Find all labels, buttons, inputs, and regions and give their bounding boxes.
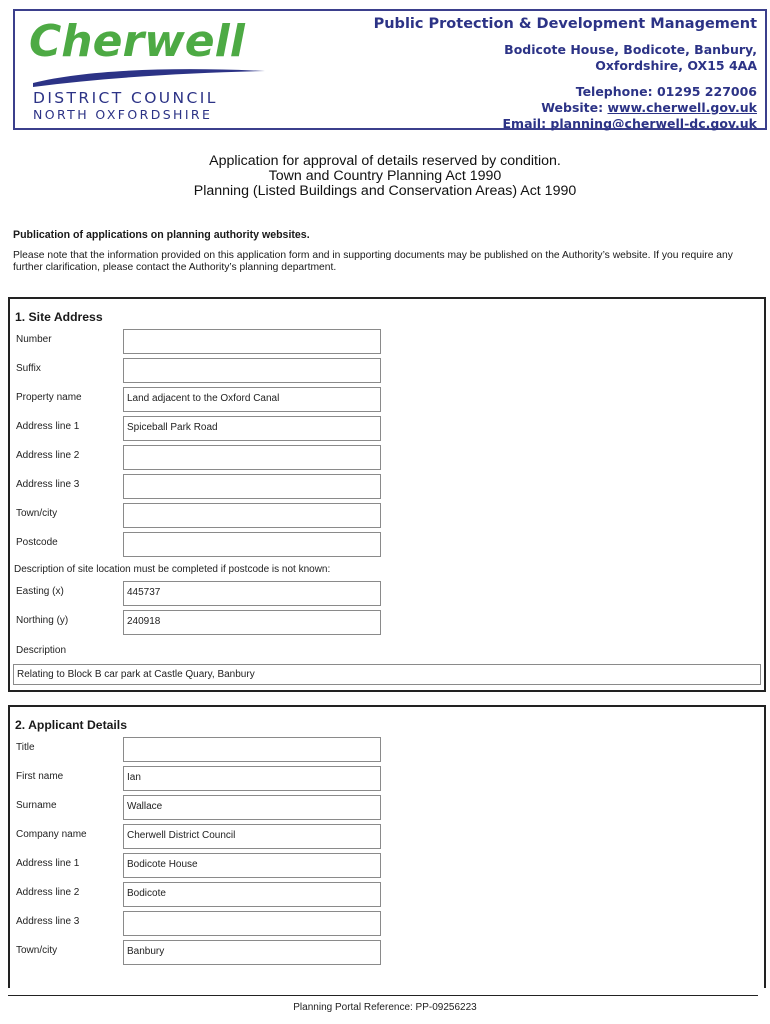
address-line-2-field[interactable] — [123, 445, 381, 470]
form-title-line-1: Application for approval of details reserved by condition. — [209, 153, 561, 169]
field-label: Surname — [16, 800, 57, 811]
suffix-field[interactable] — [123, 358, 381, 383]
form-row — [10, 940, 764, 965]
applicant-details-section — [8, 705, 766, 988]
form-row — [10, 532, 764, 557]
applicant-address-line-1-field[interactable]: Bodicote House — [123, 853, 381, 878]
header-contact-block — [374, 16, 757, 132]
field-label: Postcode — [16, 537, 58, 548]
field-label: Suffix — [16, 363, 41, 374]
field-label: First name — [16, 771, 64, 782]
form-row — [10, 416, 764, 441]
form-row — [10, 503, 764, 528]
council-logo: Cherwell — [29, 16, 245, 67]
field-label: Address line 3 — [16, 479, 80, 490]
field-label: Address line 3 — [16, 916, 80, 927]
form-row — [10, 474, 764, 499]
department-name: Public Protection & Development Management — [373, 16, 757, 32]
form-row — [10, 358, 764, 383]
form-row — [10, 445, 764, 470]
location-note: Description of site location must be completed if postcode is not known: — [14, 564, 331, 575]
address-line-1: Bodicote House, Bodicote, Banbury, — [504, 42, 757, 57]
logo-district-council: DISTRICT COUNCIL — [33, 89, 218, 107]
applicant-address-line-2-field[interactable]: Bodicote — [123, 882, 381, 907]
form-title-line-3: Planning (Listed Buildings and Conservation Areas) Act 1990 — [193, 183, 577, 199]
form-row — [10, 882, 764, 907]
field-label: Town/city — [16, 945, 58, 956]
surname-field[interactable]: Wallace — [123, 795, 381, 820]
form-row — [10, 853, 764, 878]
email: Email: planning@cherwell-dc.gov.uk — [502, 116, 757, 131]
publication-notice: Please note that the information provided on this application form and in supporting documents may be published on the Authority’s website. If you require any further clarification, please contact the Authority’s planning department. — [13, 250, 733, 273]
field-label: Easting (x) — [16, 586, 64, 597]
form-row — [10, 911, 764, 936]
property-name-field[interactable]: Land adjacent to the Oxford Canal — [123, 387, 381, 412]
applicant-town-city-field[interactable]: Banbury — [123, 940, 381, 965]
field-label: Number — [16, 334, 52, 345]
field-label: Northing (y) — [16, 615, 69, 626]
footer-divider — [8, 995, 758, 996]
company-name-field[interactable]: Cherwell District Council — [123, 824, 381, 849]
section-title: 2. Applicant Details — [15, 718, 127, 732]
field-label: Town/city — [16, 508, 58, 519]
form-row — [10, 581, 764, 606]
field-label: Address line 1 — [16, 421, 80, 432]
address-line-2: Oxfordshire, OX15 4AA — [595, 58, 757, 73]
publication-heading: Publication of applications on planning authority websites. — [13, 229, 310, 241]
address-line-3-field[interactable] — [123, 474, 381, 499]
northing-field[interactable]: 240918 — [123, 610, 381, 635]
section-title: 1. Site Address — [15, 310, 103, 324]
field-label: Title — [16, 742, 35, 753]
description-label: Description — [16, 645, 67, 656]
form-row — [10, 766, 764, 791]
first-name-field[interactable]: Ian — [123, 766, 381, 791]
field-label: Property name — [16, 392, 82, 403]
easting-field[interactable]: 445737 — [123, 581, 381, 606]
form-title-line-2: Town and Country Planning Act 1990 — [268, 168, 502, 184]
form-row — [10, 737, 764, 762]
form-row — [10, 824, 764, 849]
applicant-address-line-3-field[interactable] — [123, 911, 381, 936]
address-line-1-field[interactable]: Spiceball Park Road — [123, 416, 381, 441]
number-field[interactable] — [123, 329, 381, 354]
description-field[interactable]: Relating to Block B car park at Castle Quary, Banbury — [13, 664, 761, 685]
title-field[interactable] — [123, 737, 381, 762]
logo-north-oxfordshire: NORTH OXFORDSHIRE — [33, 107, 213, 122]
logo-swoosh-icon — [29, 63, 269, 89]
form-row — [10, 329, 764, 354]
council-header — [13, 9, 767, 130]
field-label: Company name — [16, 829, 87, 840]
form-row — [10, 610, 764, 635]
form-row — [10, 387, 764, 412]
form-title — [0, 154, 770, 199]
website-row — [374, 100, 757, 116]
site-address-section — [8, 297, 766, 692]
field-label: Address line 2 — [16, 450, 80, 461]
town-city-field[interactable] — [123, 503, 381, 528]
form-row — [10, 795, 764, 820]
postcode-field[interactable] — [123, 532, 381, 557]
field-label: Address line 1 — [16, 858, 80, 869]
field-label: Address line 2 — [16, 887, 80, 898]
portal-reference: Planning Portal Reference: PP-09256223 — [293, 1002, 477, 1013]
website-link[interactable]: www.cherwell.gov.uk — [607, 100, 757, 115]
telephone: Telephone: 01295 227006 — [575, 84, 757, 99]
website-label: Website: — [541, 100, 608, 115]
